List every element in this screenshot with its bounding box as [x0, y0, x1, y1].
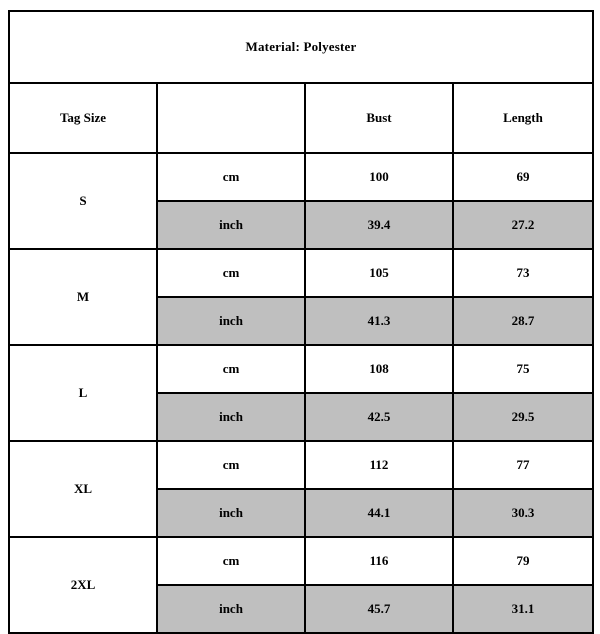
length-cm-m: 73: [453, 249, 593, 297]
length-cm-s: 69: [453, 153, 593, 201]
bust-inch-2xl: 45.7: [305, 585, 453, 633]
bust-cm-2xl: 116: [305, 537, 453, 585]
column-header-unit: [157, 83, 305, 153]
unit-cm-m: cm: [157, 249, 305, 297]
unit-inch-xl: inch: [157, 489, 305, 537]
column-header-tag-size: Tag Size: [9, 83, 157, 153]
length-inch-xl: 30.3: [453, 489, 593, 537]
length-cm-2xl: 79: [453, 537, 593, 585]
bust-cm-l: 108: [305, 345, 453, 393]
table-row: [9, 537, 593, 585]
size-label-m: M: [9, 249, 157, 345]
table-row: [9, 345, 593, 393]
material-title: Material: Polyester: [9, 11, 593, 83]
table-row: [9, 153, 593, 201]
length-cm-l: 75: [453, 345, 593, 393]
unit-cm-xl: cm: [157, 441, 305, 489]
length-cm-xl: 77: [453, 441, 593, 489]
bust-cm-m: 105: [305, 249, 453, 297]
table-row: [9, 249, 593, 297]
unit-inch-s: inch: [157, 201, 305, 249]
size-label-l: L: [9, 345, 157, 441]
length-inch-2xl: 31.1: [453, 585, 593, 633]
length-inch-s: 27.2: [453, 201, 593, 249]
bust-inch-xl: 44.1: [305, 489, 453, 537]
unit-cm-2xl: cm: [157, 537, 305, 585]
bust-cm-s: 100: [305, 153, 453, 201]
unit-cm-l: cm: [157, 345, 305, 393]
unit-inch-m: inch: [157, 297, 305, 345]
length-inch-l: 29.5: [453, 393, 593, 441]
column-header-length: Length: [453, 83, 593, 153]
size-chart-table: [8, 10, 594, 634]
size-label-2xl: 2XL: [9, 537, 157, 633]
bust-cm-xl: 112: [305, 441, 453, 489]
column-header-bust: Bust: [305, 83, 453, 153]
bust-inch-m: 41.3: [305, 297, 453, 345]
bust-inch-s: 39.4: [305, 201, 453, 249]
bust-inch-l: 42.5: [305, 393, 453, 441]
size-label-s: S: [9, 153, 157, 249]
table-row: [9, 441, 593, 489]
header-row: [9, 83, 593, 153]
title-row: [9, 11, 593, 83]
size-label-xl: XL: [9, 441, 157, 537]
unit-inch-l: inch: [157, 393, 305, 441]
unit-cm-s: cm: [157, 153, 305, 201]
length-inch-m: 28.7: [453, 297, 593, 345]
unit-inch-2xl: inch: [157, 585, 305, 633]
